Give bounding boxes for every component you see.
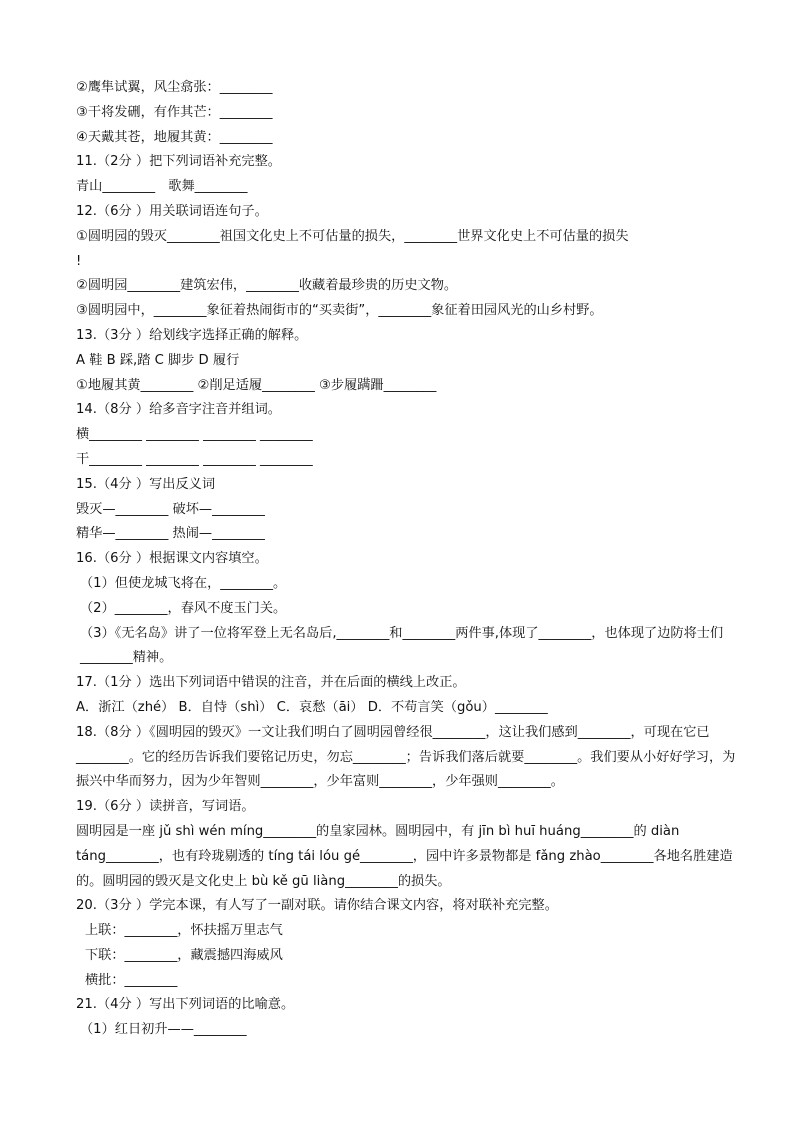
q13-options: A 鞋 B 踩,踏 C 脚步 D 履行 bbox=[76, 352, 240, 368]
q10-item-3: ③干将发硎，有作其芒：________ bbox=[76, 104, 273, 120]
q19-paragraph: 圆明园是一座 jǔ shì wén míng________的皇家园林。圆明园中，有 jīn bì huī huáng________的 diàn táng________，也有玲珑剔透的 tíng tái lóu gé________，园中许多景物都是 fǎng zhào________各地名胜建造的。圆明园的毁灭是文化史上 bù kě gū liàng________的损失。 bbox=[76, 823, 733, 889]
q15-line-2: 精华—________ 热闹—________ bbox=[76, 526, 265, 542]
q16-item-2: （2）________，春风不度玉门关。 bbox=[80, 600, 287, 616]
q21-item-1: （1）红日初升——________ bbox=[80, 1022, 247, 1038]
question-13-title: 13.（3分 ）给划线字选择正确的解释。 bbox=[76, 327, 308, 343]
question-18: 18.（8分 ）《圆明园的毁灭》一文让我们明白了圆明园曾经很________，这让我们感到________，可现在它已________。它的经历告诉我们要铭记历史，勿忘________；告诉我们落后就要________。我们要从小好好学习，为振兴中华而努力，因为少年智则________，少年富则________，少年强则________。 bbox=[76, 724, 736, 790]
q14-line-1: 横________ ________ ________ ________ bbox=[76, 427, 313, 443]
q12-item-1: ①圆明园的毁灭________祖国文化史上不可估量的损失，________世界文化史上不可估量的损失 bbox=[76, 228, 629, 244]
q20-lower-couplet: 下联：________，藏震撼四海威风 bbox=[85, 947, 283, 963]
q20-horizontal-scroll: 横批：________ bbox=[85, 972, 178, 988]
q17-options: A．浙江（zhé） B．自恃（shì） C．哀愁（āi） D．不苟言笑（gǒu）________ bbox=[76, 699, 548, 715]
worksheet-page bbox=[76, 76, 736, 1043]
q16-item-1: （1）但使龙城飞将在，________。 bbox=[80, 575, 287, 591]
question-17-title: 17.（1分 ）选出下列词语中错误的注音，并在后面的横线上改正。 bbox=[76, 675, 466, 691]
q15-line-1: 毁灭—________ 破坏—________ bbox=[76, 501, 265, 517]
question-16-title: 16.（6分 ）根据课文内容填空。 bbox=[76, 551, 268, 567]
question-15-title: 15.（4分 ）写出反义词 bbox=[76, 476, 216, 492]
q13-items: ①地履其黄________ ②削足适履________ ③步履蹒跚________ bbox=[76, 377, 437, 393]
question-20-title: 20.（3分 ）学完本课，有人写了一副对联。请你结合课文内容，将对联补充完整。 bbox=[76, 898, 558, 914]
q12-item-3: ③圆明园中，________象征着热闹街市的“买卖街”，________象征着田园风光的山乡村野。 bbox=[76, 303, 603, 319]
question-11-title: 11.（2分 ）把下列词语补充完整。 bbox=[76, 154, 281, 170]
q14-line-2: 干________ ________ ________ ________ bbox=[76, 451, 313, 467]
q20-upper-couplet: 上联：________，怀扶摇万里志气 bbox=[85, 923, 283, 939]
question-14-title: 14.（8分 ）给多音字注音并组词。 bbox=[76, 402, 281, 418]
q12-item-2: ②圆明园________建筑宏伟，________收藏着最珍贵的历史文物。 bbox=[76, 278, 458, 294]
question-19-title: 19.（6分 ）读拼音，写词语。 bbox=[76, 799, 255, 815]
q10-item-2: ②鹰隼试翼，风尘翕张：________ bbox=[76, 80, 273, 95]
q11-line: 青山________ 歌舞________ bbox=[76, 179, 248, 195]
q12-item-1-end: ! bbox=[76, 253, 82, 269]
question-21-title: 21.（4分 ）写出下列词语的比喻意。 bbox=[76, 997, 295, 1013]
q16-item-3: （3）《无名岛》讲了一位将军登上无名岛后,________和________两件事,体现了________，也体现了边防将士们________精神。 bbox=[80, 625, 724, 666]
q10-item-4: ④天戴其苍，地履其黄：________ bbox=[76, 129, 273, 145]
question-12-title: 12.（6分 ）用关联词语连句子。 bbox=[76, 203, 268, 219]
